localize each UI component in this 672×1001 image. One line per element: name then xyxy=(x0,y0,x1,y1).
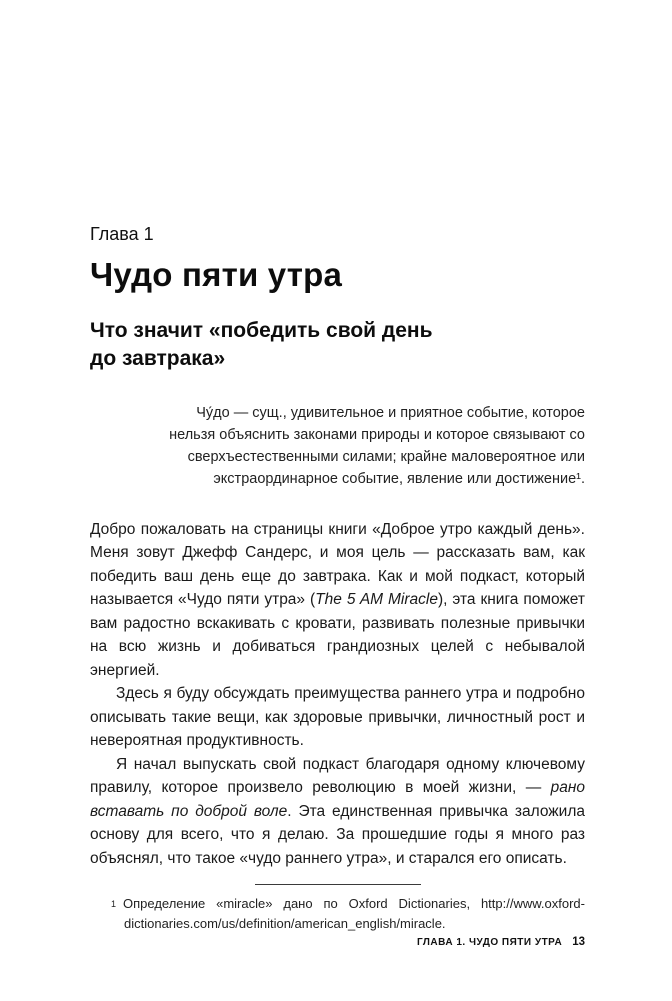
paragraph-1-italic: The 5 AM Miracle xyxy=(315,591,438,609)
paragraph-2 xyxy=(90,682,585,753)
paragraph-3-text: Я начал выпускать свой подкаст благодаря одному ключевому правилу, которое произвело революцию в моей жизни, — xyxy=(90,755,585,797)
running-footer xyxy=(417,936,585,948)
footer-page-number: 13 xyxy=(572,936,585,948)
footnote xyxy=(90,894,585,933)
paragraph-1 xyxy=(90,518,585,683)
footer-running-title: ГЛАВА 1. ЧУДО ПЯТИ УТРА xyxy=(416,937,563,948)
chapter-subtitle-line1: Что значит «победить свой день xyxy=(90,319,433,343)
footnote-marker: 1 xyxy=(111,899,117,910)
paragraph-3-text-cont: . Эта единственная привычка заложила основу для всего, что я делаю. За прошедшие годы я много раз объяснял, что такое «чудо раннего утра», и старался его описать. xyxy=(90,802,585,867)
chapter-subtitle xyxy=(90,317,585,372)
footnote-text: Определение «miracle» дано по Oxford Dictionaries, http://www.oxford-dictionaries.com/us/definition/american_english/miracle. xyxy=(123,896,585,931)
paragraph-3 xyxy=(90,753,585,871)
paragraph-1-text: Добро пожаловать на страницы книги «Доброе утро каждый день». Меня зовут Джефф Сандерс, и моя цель — рассказать вам, как победить ваш день еще до завтрака. Как и мой подкаст, который называется «Чудо пяти утра» ( xyxy=(90,520,585,609)
page-content xyxy=(90,0,585,933)
paragraph-3-italic: рано вставать по доброй воле xyxy=(90,779,585,820)
chapter-title: Чудо пяти утра xyxy=(90,256,343,293)
paragraph-1-text-cont: ), эта книга поможет вам радостно вскакивать с кровати, развивать полезные привычки на всю жизнь и добиваться грандиозных целей с небывалой энергией. xyxy=(90,591,586,679)
paragraph-2-text: Здесь я буду обсуждать преимущества раннего утра и подробно описывать такие вещи, как здоровые привычки, личностный рост и невероятная продуктивность. xyxy=(90,685,585,750)
chapter-subtitle-line2: до завтрака» xyxy=(90,346,226,370)
chapter-label: Глава 1 xyxy=(90,224,154,244)
epigraph: Чу́до — сущ., удивительное и приятное событие, которое нельзя объяснить законами природы и которое связывают со сверхъестественными силами; крайне маловероятное или экстраординарное событие, явление или достижение¹. xyxy=(169,404,585,487)
body-text xyxy=(90,518,585,871)
footnote-divider xyxy=(255,884,421,885)
